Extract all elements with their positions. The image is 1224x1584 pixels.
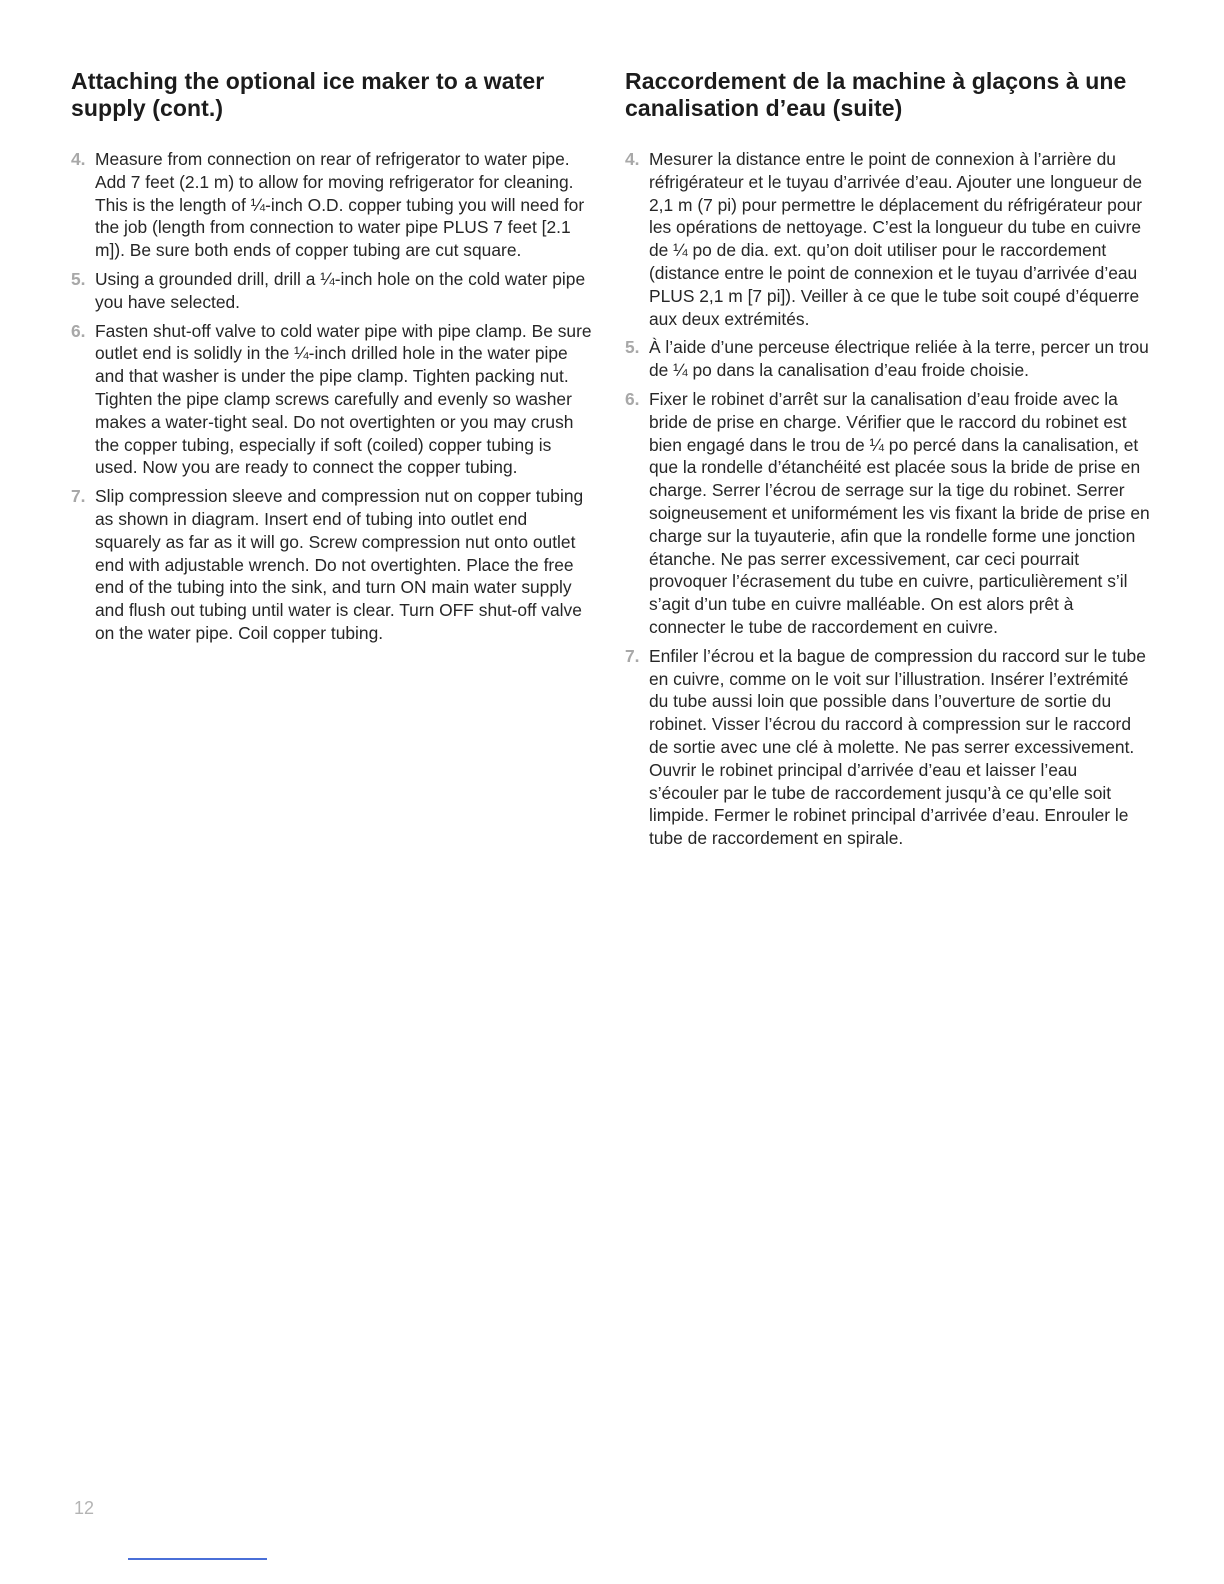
step-text: Slip compression sleeve and compression nut on copper tubing as shown in diagram. Insert end of tubing into outlet end squarely as far as it will go. Screw compression nut onto outlet end with adjustable wrench. Do not overtighten. Place the free end of the tubing into the sink, and turn ON main water supply and flush out tubing until water is clear. Turn OFF shut-off valve on the water pipe. Coil copper tubing.: [95, 486, 584, 643]
step-number: 4.: [625, 149, 640, 169]
french-steps-list: [625, 148, 1150, 850]
english-step-4: [71, 148, 596, 262]
step-text: Enfiler l’écrou et la bague de compression du raccord sur le tube en cuivre, comme on le voit sur l’illustration. Insérer l’extrémité du tube aussi loin que possible dans l’ouverture de sortie du robinet. Visser l’écrou du raccord à compression sur le raccord de sortie avec une clé à molette. Ne pas serrer excessivement. Ouvrir le robinet principal d’arrivée d’eau et laisser l’eau s’écouler par le tube de raccordement jusqu’à ce qu’elle soit limpide. Fermer le robinet principal d’arrivée d’eau. Enrouler le tube de raccordement en spirale.: [649, 645, 1146, 849]
step-text: Measure from connection on rear of refrigerator to water pipe. Add 7 feet (2.1 m) to allow for moving refrigerator for cleaning. This is the length of ¼-inch O.D. copper tubing you will need for the job (length from connection to water pipe PLUS 7 feet [2.1 m]). Be sure both ends of copper tubing are cut square.: [95, 149, 585, 261]
page-number: 12: [74, 1498, 95, 1518]
step-number: 6.: [71, 320, 86, 341]
english-step-7: [71, 485, 596, 645]
french-step-4: [625, 148, 1150, 330]
french-heading: Raccordement de la machine à glaçons à une canalisation d’eau (suite): [625, 68, 1127, 121]
french-step-7: [625, 645, 1150, 850]
english-heading: Attaching the optional ice maker to a water supply (cont.): [71, 68, 545, 121]
french-step-5: [625, 336, 1150, 382]
footer-rule: [128, 1558, 267, 1560]
english-steps-list: [71, 148, 596, 645]
english-step-5: [71, 268, 596, 314]
step-text: Fixer le robinet d’arrêt sur la canalisation d’eau froide avec la bride de prise en charge. Vérifier que le raccord du robinet est bien engagé dans le trou de ¼ po percé dans la canalisation, et que la rondelle d’étanchéité est placée sous la bride de prise en charge. Serrer l’écrou de serrage sur la tige du robinet. Serrer soigneusement et uniformément les vis fixant la bride de prise en charge sur la tuyauterie, afin que la rondelle forme une jonction étanche. Ne pas serrer excessivement, car ceci pourrait provoquer l’écrasement du tube en cuivre, particulièrement s’il s’agit d’un tube en cuivre malléable. On est alors prêt à connecter le tube de raccordement en cuivre.: [649, 388, 1150, 637]
step-number: 7.: [625, 645, 640, 666]
step-text: Fasten shut-off valve to cold water pipe with pipe clamp. Be sure outlet end is solidly in the ¼-inch drilled hole in the water pipe and that washer is under the pipe clamp. Tighten packing nut. Tighten the pipe clamp screws carefully and evenly so washer makes a water-tight seal. Do not overtighten or you may crush the copper tubing, especially if soft (coiled) copper tubing is used. Now you are ready to connect the copper tubing.: [95, 320, 592, 478]
step-number: 6.: [625, 388, 640, 409]
step-text: À l’aide d’une perceuse électrique reliée à la terre, percer un trou de ¼ po dans la canalisation d’eau froide choisie.: [649, 337, 1149, 381]
english-step-6: [71, 320, 596, 480]
french-step-6: [625, 388, 1150, 639]
step-number: 5.: [625, 337, 640, 358]
step-number: 5.: [71, 268, 86, 289]
french-column: [625, 68, 1150, 856]
step-text: Using a grounded drill, drill a ¼-inch hole on the cold water pipe you have selected.: [95, 268, 586, 312]
english-column: [71, 68, 596, 651]
step-number: 7.: [71, 486, 86, 507]
step-text: Mesurer la distance entre le point de connexion à l’arrière du réfrigérateur et le tuyau d’arrivée d’eau. Ajouter une longueur de 2,1 m (7 pi) pour permettre le déplacement du réfrigérateur pour les opérations de nettoyage. C’est la longueur du tube en cuivre de ¼ po de dia. ext. qu’on doit utiliser pour le raccordement (distance entre le point de connexion et le tuyau d’arrivée d’eau PLUS 2,1 m [7 pi]). Veiller à ce que le tube soit coupé d’équerre aux deux extrémités.: [649, 149, 1143, 329]
step-number: 4.: [71, 149, 86, 169]
